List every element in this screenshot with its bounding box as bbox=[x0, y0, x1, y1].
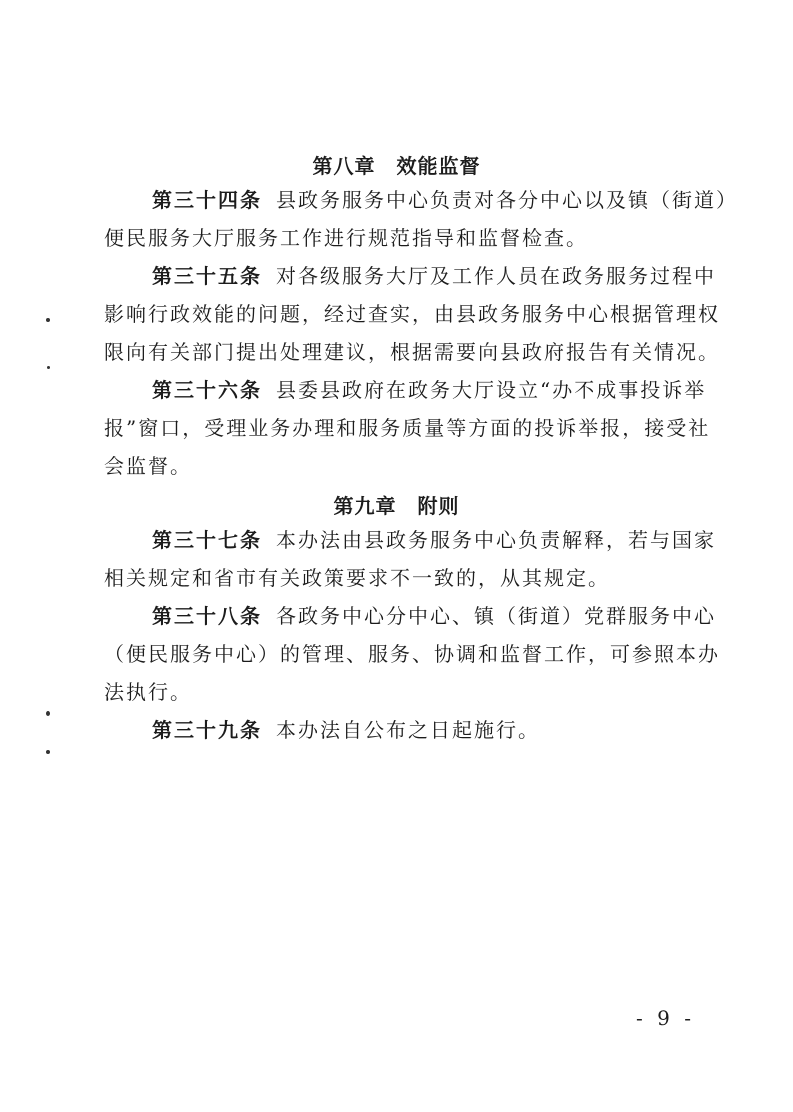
article-39-label: 第三十九条 bbox=[152, 718, 262, 742]
article-35-text-1: 对各级服务大厅及工作人员在政务服务过程中 bbox=[276, 264, 716, 288]
article-35-line-1 bbox=[152, 264, 716, 288]
article-38-text-2: （便民服务中心）的管理、服务、协调和监督工作，可参照本办 bbox=[104, 642, 720, 666]
chapter-8-title: 第八章 效能监督 bbox=[312, 154, 481, 178]
article-36-line-1 bbox=[152, 378, 706, 402]
article-37-line-1 bbox=[152, 528, 716, 552]
article-38-text-1: 各政务中心分中心、镇（街道）党群服务中心 bbox=[276, 604, 716, 628]
article-35-label: 第三十五条 bbox=[152, 264, 262, 288]
article-39-line-1 bbox=[152, 718, 540, 742]
chapter-9-title: 第九章 附则 bbox=[333, 494, 460, 518]
article-36-text-1: 县委县政府在政务大厅设立“办不成事投诉举 bbox=[276, 378, 707, 402]
page-number: - 9 - bbox=[636, 1006, 695, 1030]
article-34-label: 第三十四条 bbox=[152, 188, 262, 212]
article-36-text-3: 会监督。 bbox=[104, 454, 192, 478]
scan-mark bbox=[47, 366, 50, 369]
scan-mark bbox=[46, 318, 50, 322]
article-36-text-2: 报”窗口，受理业务办理和服务质量等方面的投诉举报，接受社 bbox=[104, 416, 711, 440]
article-38-text-3: 法执行。 bbox=[104, 680, 192, 704]
article-39-text-1: 本办法自公布之日起施行。 bbox=[276, 718, 540, 742]
article-38-label: 第三十八条 bbox=[152, 604, 262, 628]
article-34-text-2: 便民服务大厅服务工作进行规范指导和监督检查。 bbox=[104, 226, 588, 250]
article-34-line-1 bbox=[152, 188, 738, 212]
scan-mark bbox=[46, 750, 50, 754]
article-37-text-1: 本办法由县政务服务中心负责解释，若与国家 bbox=[276, 528, 716, 552]
article-34-text-1: 县政务服务中心负责对各分中心以及镇（街道） bbox=[276, 188, 738, 212]
article-37-label: 第三十七条 bbox=[152, 528, 262, 552]
scan-mark bbox=[46, 711, 50, 716]
article-35-text-2: 影响行政效能的问题，经过查实，由县政务服务中心根据管理权 bbox=[104, 302, 720, 326]
article-35-text-3: 限向有关部门提出处理建议，根据需要向县政府报告有关情况。 bbox=[104, 340, 720, 364]
article-36-label: 第三十六条 bbox=[152, 378, 262, 402]
article-37-text-2: 相关规定和省市有关政策要求不一致的，从其规定。 bbox=[104, 566, 610, 590]
article-38-line-1 bbox=[152, 604, 716, 628]
